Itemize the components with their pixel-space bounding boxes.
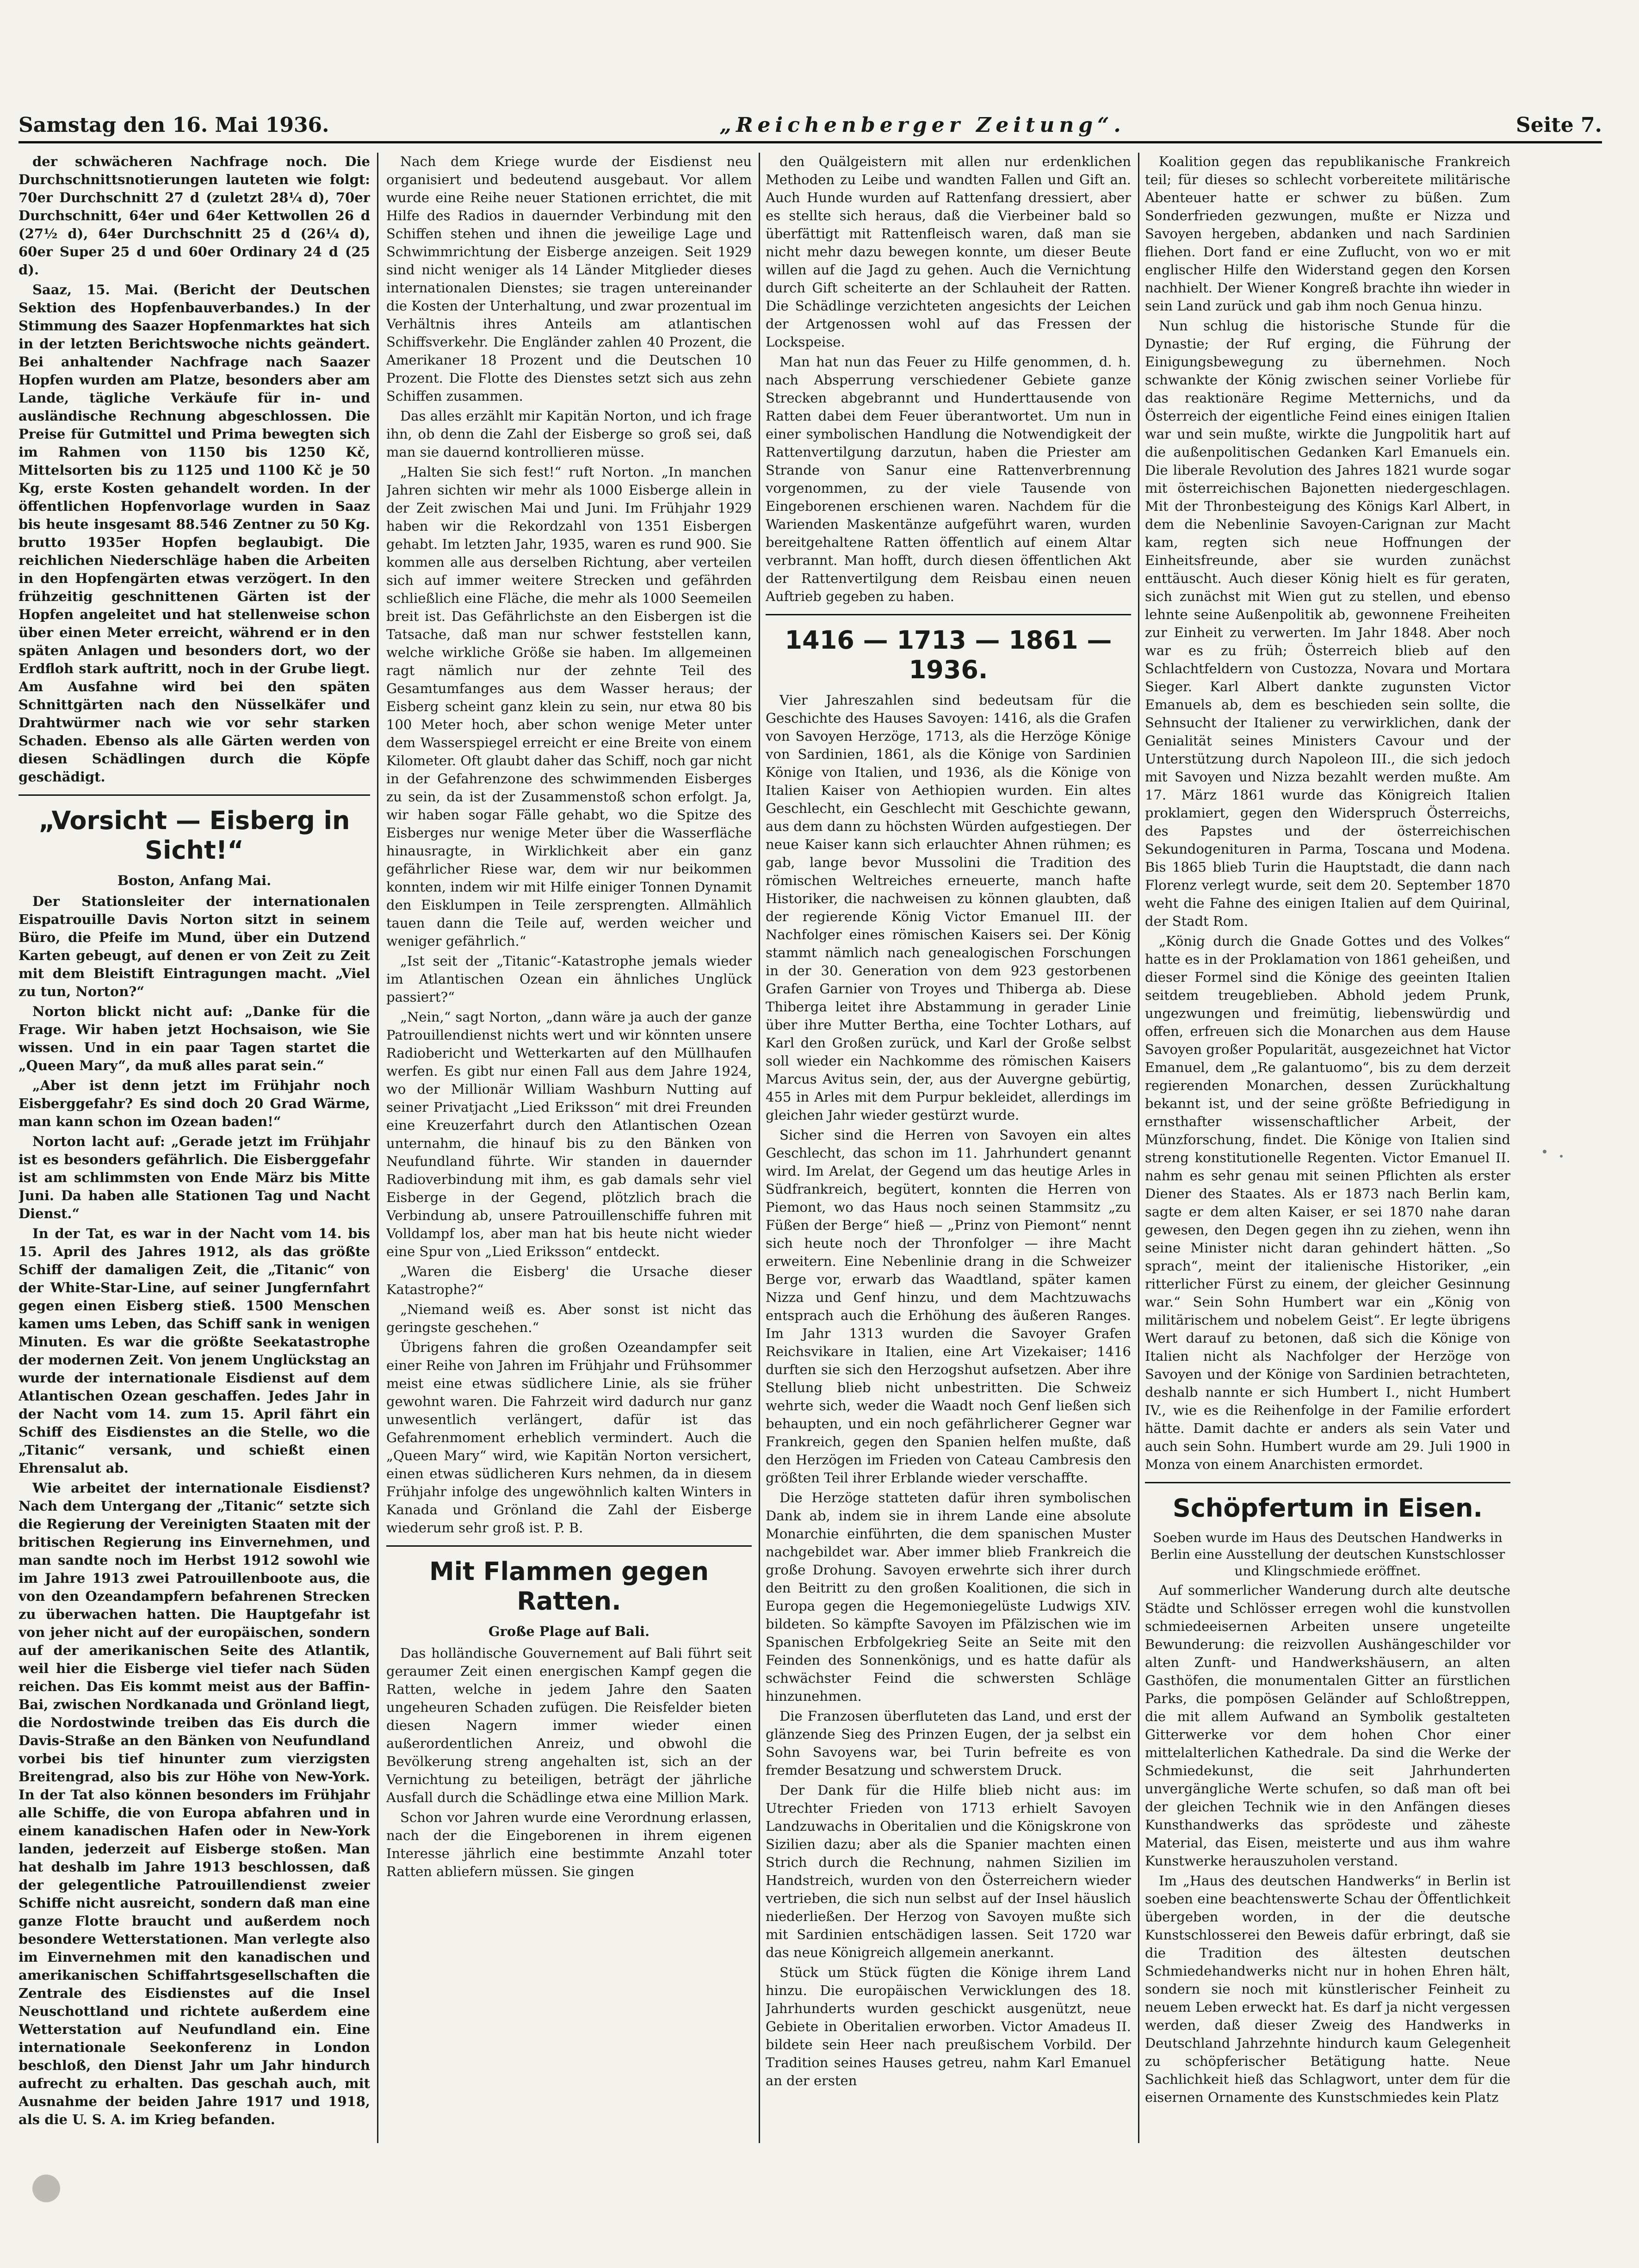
article-paragraph: In der Tat, es war in der Nacht vom 14. bis 15. April des Jahres 1912, als das größte Schiff der damaligen Zeit, die „Titanic“ von der White-Star-Line, auf seiner Jungfernfahrt gegen einen Eisberg stieß. 1500 Menschen kamen ums Leben, das Schiff sank in wenigen Minuten. Es war die größte Seekatastrophe der modernen Zeit. Von jenem Unglückstag an wurde der internationale Eisdienst auf dem Atlantischen Ozean geschaffen. Jedes Jahr in der Nacht vom 14. zum 15. April fährt ein Schiff des Eisdienstes an die Stelle, wo die „Titanic“ versank, und schießt einen Ehrensalut ab.	[19, 1226, 370, 1476]
article-paragraph: „König durch die Gnade Gottes und des Volkes“ hatte es in der Proklamation von 1861 geheißen, und dieser Formel sind die Könige des geeinten Italien seitdem treugeblieben. Abhold jedem Prunk, ungezwungen und freimütig, liebenswürdig und offen, erfreuen sich die Monarchen aus dem Hause Savoyen großer Popularität, ausgezeichnet hat Victor Emanuel, dem „Re galantuomo“, bis zu dem derzeit regierenden Monarchen, dessen Zurückhaltung bekannt ist, und der seine größte Befriedigung in ernsthafter wissenschaftlicher Arbeit, der Münzforschung, findet. Die Könige von Italien sind streng konstitutionelle Regenten. Victor Emanuel II. nahm es sehr genau mit seinen Pflichten als erster Diener des Staates. Als er 1873 nach Berlin kam, sagte er dem alten Kaiser, er sei 1870 nahe daran gewesen, den Degen gegen ihn zu ziehen, wenn ihn seine Minister nicht daran gehindert hätten. „So sprach“, meint der italienische Historiker, „ein ritterlicher Fürst zu einem, der gleicher Gesinnung war.“ Sein Sohn Humbert war ein „König von militärischem und nobelem Geist“. Er legte übrigens Wert darauf zu betonen, daß sich die Könige von Italien nicht als Nachfolger der Herzöge von Savoyen und der Könige von Sardinien betrachteten, deshalb nannte er sich Humbert I., nicht Humbert IV., wie es die Reihenfolge in der Familie erfordert hätte. Damit dachte er anders als sein Vater und auch sein Sohn. Humbert wurde am 29. Juli 1900 in Monza von einem Anarchisten ermordet.	[1145, 933, 1510, 1472]
hops-report-text: Saaz, 15. Mai. (Bericht der Deutschen Sektion des Hopfenbauverbandes.) In der Stimmung des Saazer Hopfenmarktes hat sich in der letzten Berichtswoche nichts geändert. Bei anhaltender Nachfrage nach Saazer Hopfen wurden am Platze, besonders aber am Lande, tägliche Verkäufe für in- und ausländische Rechnung abgeschlossen. Die Preise für Gutmittel und Prima bewegten sich im Rahmen von 1150 bis 1250 Kč, Mittelsorten bis zu 1125 und 1100 Kč je 50 Kg, erste Kosten gehandelt worden. In der öffentlichen Hopfenvorlage wurden in Saaz bis heute insgesamt 88.546 Zentner zu 50 Kg. brutto 1935er Hopfen beglaubigt. Die reichlichen Niederschläge haben die Arbeiten in den Hopfengärten etwas verzögert. In den frühzeitig geschnittenen Gärten ist der Hopfen angeleitet und hat stellenweise schon über einen Meter erreicht, während er in den späten Anlagen und besonders dort, wo der Erdfloh stark auftritt, noch in der Grube liegt. Am Ausfahne wird bei den späten Schnittgärten nach den Nüsselkäfer und Drahtwürmer nach wie vor sehr starken Schaden. Ebenso als alle Gärten werden von diesen Schädlingen durch die Köpfe geschädigt.	[19, 282, 370, 785]
article-lead: Soeben wurde im Haus des Deutschen Handwerks in Berlin eine Ausstellung der deutschen Kunstschlosser und Klingschmiede eröffnet.	[1150, 1530, 1505, 1579]
page-number: Seite 7.	[1515, 113, 1602, 137]
article-paragraph: Die Herzöge statteten dafür ihren symbolischen Dank ab, indem sie in ihrem Lande eine absolute Monarchie einführten, die dem spanischen Muster nachgebildet war. Aber immer blieb Frankreich die große Drohung. Savoyen erwehrte sich ihrer durch den Beitritt zu den großen Koalitionen, die sich in Europa gegen die Hegemoniegelüste Ludwigs XIV. bildeten. So kämpfte Savoyen im Pfälzischen wie im Spanischen Erbfolgekrieg Seite an Seite mit den Feinden des Sonnenkönigs, und es hatte dafür als schwächster Feind die schwersten Schläge hinzunehmen.	[766, 1490, 1131, 1704]
article-paragraph: „Nein,“ sagt Norton, „dann wäre ja auch der ganze Patrouillendienst nichts wert und wir könnten unsere Radiobericht und Wetterkarten auf den Müllhaufen werfen. Es gibt nur einen Fall aus dem Jahre 1924, wo der Millionär William Washburn Nutting auf seiner Privatjacht „Lied Eriksson“ mit drei Freunden eine Kreuzerfahrt durch den Atlantischen Ozean unternahm, die hinauf bis zu den Bänken von Neufundland führte. Wir standen in dauernder Radioverbindung mit ihm, es gab damals sehr viel Eisberge in der Gegend, plötzlich brach die Verbindung ab, unsere Patrouillenschiffe fuhren mit Volldampf los, aber man hat bis heute nicht wieder eine Spur von „Lied Eriksson“ entdeckt.	[386, 1009, 752, 1259]
article-paragraph: Koalition gegen das republikanische Frankreich teil; für dieses so schlecht vorbereitete militärische Abenteuer hatte er schwer zu büßen. Zum Sonderfrieden gezwungen, mußte er Nizza und Savoyen hergeben, abdanken und nach Sardinien fliehen. Dort fand er eine Zuflucht, von wo er mit englischer Hilfe den Widerstand gegen den Korsen nachhielt. Der Wiener Kongreß brachte ihn wieder in sein Land zurück und gab ihm noch Genua hinzu.	[1145, 154, 1510, 314]
column-2	[386, 153, 752, 2143]
article-paragraph: Im „Haus des deutschen Handwerks“ in Berlin ist soeben eine beachtenswerte Schau der Öffentlichkeit übergeben worden, in der die deutsche Kunstschlosserei den Beweis dafür erbringt, daß sie die Tradition des ältesten deutschen Schmiedehandwerks nicht nur in hohen Ehren hält, sondern sie noch mit künstlerischer Feinheit zu neuem Leben erweckt hat. Es darf ja nicht vergessen werden, daß dieser Zweig des Handwerks in Deutschland Jahrzehnte hindurch kaum Gelegenheit zu schöpferischer Betätigung hatte. Neue Sachlichkeit hieß das Schlagwort, unter dem für die eisernen Ornamente des Kunstschmiedes kein Platz	[1145, 1873, 1510, 2105]
article-paragraph: Norton blickt nicht auf: „Danke für die Frage. Wir haben jetzt Hochsaison, wie Sie wissen. Und in ein paar Tagen startet die „Queen Mary“, da muß alles parat sein.“	[19, 1004, 370, 1073]
article-divider	[19, 794, 370, 796]
punch-hole-mark	[32, 2175, 60, 2202]
article-subtitle: Große Plage auf Bali.	[488, 1624, 650, 1639]
article-paragraph: „Ist seit der „Titanic“-Katastrophe jemals wieder im Atlantischen Ozean ein ähnliches Unglück passiert?“	[386, 953, 752, 1005]
article-paragraph: „Halten Sie sich fest!“ ruft Norton. „In manchen Jahren sichten wir mehr als 1000 Eisberge allein in der Zeit zwischen Mai und Juni. Im Frühjahr 1929 haben wir die Rekordzahl von 1351 Eisbergen gehabt. Im letzten Jahr, 1935, waren es rund 900. Sie kommen alle aus derselben Richtung, aber verteilen sich auf immer weitere Strecken und gefährden schließlich eine Fläche, die mehr als 1000 Seemeilen breit ist. Das Gefährlichste an den Eisbergen ist die Tatsache, daß man nur schwer feststellen kann, welche wirkliche Größe sie haben. Im allgemeinen ragt nämlich nur der zehnte Teil des Gesamtumfanges aus dem Wasser heraus; der Eisberg scheint ganz klein zu sein, nur etwa 80 bis 100 Meter hoch, aber schon wenige Meter unter dem Wasserspiegel erreicht er eine Breite von einem Kilometer. Oft glaubt daher das Schiff, noch gar nicht in der Gefahrenzone des schwimmenden Eisberges zu sein, da ist der Zusammenstoß schon erfolgt. Ja, wir haben sogar Fälle gehabt, wo die Spitze des Eisberges nur wenige Meter über die Wasserfläche hinausragte, in Wirklichkeit aber ein ganz gefährlicher Riese war, dem wir nur beikommen konnten, indem wir mit Hilfe einiger Tonnen Dynamit den Eisklumpen in Teile zersprengten. Allmählich tauen dann die Teile auf, werden weicher und weniger gefährlich.“	[386, 464, 752, 949]
article-paragraph: Der Dank für die Hilfe blieb nicht aus: im Utrechter Frieden von 1713 erhielt Savoyen Landzuwachs in Oberitalien und die Königskrone von Sizilien dazu; aber als die Spanier machten einen Strich durch die Rechnung, nahmen Sizilien im Handstreich, wurden von den Österreichern wieder vertrieben, die sich nun selbst auf der Insel häuslich niederließen. Der Herzog von Savoyen mußte sich mit Sardinien entschädigen lassen. Seit 1720 war das neue Königreich allgemein anerkannt.	[766, 1782, 1131, 1960]
article-paragraph: Nun schlug die historische Stunde für die Dynastie; der Ruf erging, die Führung der Einigungsbewegung zu übernehmen. Noch schwankte der König zwischen seiner Vorliebe für das reaktionäre Regime Metternichs, und da Österreich der eigentliche Feind eines einigen Italien war und sein mußte, wirkte die Jungpolitik hart auf die außenpolitischen Gedanken Karl Emanuels ein. Die liberale Revolution des Jahres 1821 wurde sogar mit österreichischen Bajonetten niedergeschlagen. Mit der Thronbesteigung des Königs Karl Albert, in dem die Nebenlinie Savoyen-Carignan zur Macht kam, regten sich neue Hoffnungen der Einheitsfreunde, aber sie wurden zunächst enttäuscht. Auch dieser König hielt es für geraten, sich zunächst mit Wien gut zu stellen, und ebenso lehnte seine Außenpolitik ab, gewonnene Freiheiten zur Einheit zu verwerten. Im Jahr 1848. Aber noch war es zu früh; Österreich blieb auf den Schlachtfeldern von Custozza, Novara und Mortara Sieger. Karl Albert dankte zugunsten Victor Emanuels ab, dem es beschieden sein sollte, die Sehnsucht der Italiener zu verwirklichen, dank der Genialität seines Ministers Cavour und der Unterstützung durch Napoleon III., die sich jedoch mit Savoyen und Nizza bezahlt werden mußte. Am 17. März 1861 wurde das Königreich Italien proklamiert, gegen den Widerspruch Österreichs, des Papstes und der österreichischen Sekundogenituren in Parma, Toscana und Modena. Bis 1865 blieb Turin die Hauptstadt, die dann nach Florenz verlegt wurde, seit dem 20. September 1870 weht die Fahne des einigen Italien auf dem Quirinal, der Stadt Rom.	[1145, 318, 1510, 929]
hops-report-text: der schwächeren Nachfrage noch. Die Durchschnittsnotierungen lauteten wie folgt: 70er Durchschnitt 27 d (zuletzt 28¼ d), 70er Durchschnitt, 64er und 64er Kettwollen 26 d (27½ d), 64er Durchschnitt 25 d (26¼ d), 60er Super 25 d und 60er Ordinary 24 d (25 d).	[19, 154, 370, 278]
article-paragraph: Das holländische Gouvernement auf Bali führt seit geraumer Zeit einen energischen Kampf gegen die Ratten, welche in jedem Jahre den Saaten ungeheuren Schaden zufügen. Die Reisfelder bieten diesen Nagern immer wieder einen außerordentlichen Anreiz, und obwohl die Bevölkerung streng angehalten ist, sich an der Vernichtung zu beteiligen, beträgt der jährliche Ausfall durch die Schädlinge etwa eine Million Mark.	[386, 1645, 752, 1805]
article-paragraph: „Niemand weiß es. Aber sonst ist nicht das geringste geschehen.“	[386, 1301, 752, 1335]
article-paragraph: Der Stationsleiter der internationalen Eispatrouille Davis Norton sitzt in seinem Büro, die Pfeife im Mund, über ein Dutzend Karten gebeugt, auf denen er von Zeit zu Zeit mit dem Bleistift Eintragungen macht. „Viel zu tun, Norton?“	[19, 893, 370, 999]
column-3	[766, 153, 1131, 2143]
scan-speck	[1560, 1155, 1563, 1158]
column-4	[1145, 153, 1510, 2143]
article-title: Schöpfertum in Eisen.	[1172, 1493, 1483, 1523]
article-divider	[766, 614, 1131, 615]
article-divider	[1145, 1482, 1510, 1483]
article-paragraph: Man hat nun das Feuer zu Hilfe genommen, d. h. nach Absperrung verschiedener Gebiete ganze Strecken abgebrannt und Hunderttausende von Ratten dabei dem Feuer überantwortet. Um nun in einer symbolischen Handlung die Notwendigkeit der Rattenvertilgung darzutun, haben die Priester am Strande von Sanur eine Rattenverbrennung vorgenommen, zu der viele Tausende von Eingeborenen erschienen waren. Nachdem für die Warienden Maskentänze aufgeführt waren, wurden bereitgehaltene Ratten öffentlich auf einem Altar verbrannt. Man hofft, durch diesen öffentlichen Akt der Rattenvertilgung dem Reisbau einen neuen Auftrieb gegeben zu haben.	[766, 354, 1131, 604]
column-rule	[377, 153, 378, 2143]
article-paragraph: den Quälgeistern mit allen nur erdenklichen Methoden zu Leibe und wandten Fallen und Gift an. Auch Hunde wurden auf Rattenfang dressiert, aber es stellte sich heraus, daß die Vierbeiner bald so überfättigt mit Rattenfleisch waren, daß man sie nicht mehr dazu bewegen konnte, um dieser Beute willen auf die Jagd zu gehen. Auch die Vernichtung durch Gift scheiterte an der Schlauheit der Ratten. Die Schädlinge verzichteten angesichts der Leichen der Artgenossen wohl auf das Fressen der Lockspeise.	[766, 154, 1131, 350]
article-title: Mit Flammen gegen Ratten.	[429, 1557, 709, 1616]
article-title: 1416 — 1713 — 1861 — 1936.	[785, 626, 1112, 684]
article-paragraph: Vier Jahreszahlen sind bedeutsam für die Geschichte des Hauses Savoyen: 1416, als die Grafen von Savoyen Herzöge, 1713, als die Herzöge Könige von Sardinien, 1861, als die Könige von Sardinien Könige von Italien, und 1936, als die Könige von Italien Kaiser von Aethiopien wurden. Ein altes Geschlecht, ein Geschlecht mit Geschichte gewann, aus dem dann zu höchsten Würden aufgestiegen. Der neue Kaiser kann sich erlauchter Ahnen rühmen; es gab, lange bevor Mussolini die Tradition des römischen Weltreiches erneuerte, manch hafte Historiker, die nachweisen zu können glaubten, daß der regierende König Victor Emanuel III. der Nachfolger eines römischen Kaisers sei. Der König stammt nämlich nach genealogischen Forschungen in der 30. Generation von dem 923 gestorbenen Grafen Garnier von Troyes und Thiberga ab. Diese Thiberga leitet ihre Abstammung in gerader Linie über ihre Mutter Bertha, eine Tochter Lothars, auf Karl den Großen zurück, und Karl der Große selbst soll wieder ein Nachkomme des römischen Kaisers Marcus Avitus sein, der, aus der Auvergne gebürtig, 455 in Arles mit dem Purpur bekleidet, allerdings im gleichen Jahr wieder gestürzt wurde.	[766, 692, 1131, 1123]
article-paragraph: Wie arbeitet der internationale Eisdienst? Nach dem Untergang der „Titanic“ setzte sich die Regierung der Vereinigten Staaten mit der britischen Regierung ins Einvernehmen, und man sandte noch im Herbst 1912 sowohl wie im Jahre 1913 zwei Patrouillenboote aus, die von den Ozeandampfern befahrenen Strecken zu überwachen hatten. Die Hauptgefahr ist von jeher nicht auf der europäischen, sondern auf der amerikanischen Seite des Atlantik, weil hier die Eisberge viel tiefer nach Süden reichen. Das Eis kommt meist aus der Baffin-Bai, zwischen Nordkanada und Grönland liegt, die Nordostwinde treiben das Eis durch die Davis-Straße an den Bänken von Neufundland vorbei bis tief hinunter zum vierzigsten Breitengrad, also bis zur Höhe von New-York. In der Tat also können besonders im Frühjahr alle Schiffe, die von Europa abfahren und in einem kanadischen Hafen oder in New-York landen, jederzeit auf Eisberge stoßen. Man hat deshalb im Jahre 1913 beschlossen, daß der gelegentliche Patrouillendienst zweier Schiffe nicht ausreicht, sondern daß man eine ganze Flotte braucht und außerdem noch besondere Wetterstationen. Man verlegte also im Einvernehmen mit den kanadischen und amerikanischen Schiffahrtsgesellschaften die Zentrale des Eisdienstes auf die Insel Neuschottland und richtete außerdem eine Wetterstation auf Neufundland ein. Eine internationale Seekonferenz in London beschloß, den Dienst Jahr um Jahr hindurch aufrecht zu erhalten. Das geschah auch, mit Ausnahme der beiden Jahre 1917 und 1918, als die U. S. A. im Krieg befanden.	[19, 1480, 370, 2127]
column-rule	[1138, 153, 1139, 2143]
header-rule	[19, 141, 1602, 143]
article-divider	[386, 1545, 752, 1547]
article-paragraph: Schon vor Jahren wurde eine Verordnung erlassen, nach der die Eingeborenen in ihrem eigenen Interesse jährlich eine bestimmte Anzahl toter Ratten abliefern müssen. Sie gingen	[386, 1809, 752, 1879]
article-dateline: Boston, Anfang Mai.	[117, 873, 272, 888]
article-paragraph: Auf sommerlicher Wanderung durch alte deutsche Städte und Schlösser erregen wohl die kunstvollen schmiedeeisernen Arbeiten unsere ungeteilte Bewunderung: die reizvollen Aushängeschilder vor alten Zunft- und Handwerkshäusern, an alten Gasthöfen, die monumentalen Gitter an fürstlichen Parks, die pompösen Geländer auf Schloßtreppen, die mit allem Aufwand an Symbolik gestalteten Gitterwerke vor dem hohen Chor einer mittelalterlichen Kathedrale. Da sind die Werke der Schmiedekunst, die seit Jahrhunderten unvergängliche Werte schufen, so daß man oft bei der gleichen Technik wie in den Anfängen dieses Kunsthandwerks das sprödeste und zäheste Material, das Eisen, meisterte und aus ihm wahre Kunstwerke herauszuholen verstand.	[1145, 1582, 1510, 1869]
article-paragraph: „Waren die Eisberg' die Ursache dieser Katastrophe?“	[386, 1264, 752, 1297]
article-paragraph: Die Franzosen überfluteten das Land, und erst der glänzende Sieg des Prinzen Eugen, der ja selbst ein Sohn Savoyens war, bei Turin befreite es von fremder Besatzung und schwerstem Druck.	[766, 1708, 1131, 1778]
article-paragraph: Übrigens fahren die großen Ozeandampfer seit einer Reihe von Jahren im Frühjahr und Frühsommer meist eine etwas südlichere Linie, als sie früher gewohnt waren. Die Fahrzeit wird dadurch nur ganz unwesentlich verlängert, dafür ist das Gefahrenmoment erheblich vermindert. Auch die „Queen Mary“ wird, wie Kapitän Norton versichert, einen etwas südlicheren Kurs nehmen, da in diesem Frühjahr infolge des ungewöhnlich kalten Winters in Kanada und Grönland die Zahl der Eisberge wiederum sehr groß ist. P. B.	[386, 1339, 752, 1536]
article-title: „Vorsicht — Eisberg in Sicht!“	[38, 806, 350, 865]
article-paragraph: Sicher sind die Herren von Savoyen ein altes Geschlecht, das schon im 11. Jahrhundert genannt wird. Im Arelat, der Gegend um das heutige Arles in Südfrankreich, begütert, konnten die Herren von Piemont, wo das Haus noch seinen Stammsitz „zu Füßen der Berge“ hieß — „Prinz von Piemont“ nennt sich heute noch der Thronfolger — ihre Macht erweitern. Eine Nebenlinie drang in die Schweizer Berge vor, erwarb das Waadtland, später kamen Nizza und Genf hinzu, und dem Machtzuwachs entsprach auch die Erhöhung des äußeren Ranges. Im Jahr 1313 wurden die Savoyer Grafen Reichsvikare in Italien, eine Art Vizekaiser; 1416 durften sie sich den Herzogshut aufsetzen. Aber ihre Stellung blieb nicht unbestritten. Die Schweiz wehrte sich, weder die Waadt noch Genf ließen sich behaupten, und ein noch gefährlicherer Gegner war Frankreich, gegen den Spanien helfen mußte, daß den Herzögen im Frieden von Cateau Cambresis den größten Teil ihrer Erblande wieder verschaffte.	[766, 1127, 1131, 1486]
newspaper-name: „Reichenberger Zeitung“.	[719, 113, 1126, 137]
page-header	[19, 109, 1602, 141]
column-rule	[759, 153, 760, 2143]
issue-date: Samstag den 16. Mai 1936.	[19, 113, 329, 137]
article-paragraph: Nach dem Kriege wurde der Eisdienst neu organisiert und bedeutend ausgebaut. Vor allem wurde eine Reihe neuer Stationen errichtet, die mit Hilfe des Radios in dauernder Verbindung mit den Schiffen stehen und ihnen die jeweilige Lage und Schwimmrichtung der Eisberge anzeigen. Seit 1929 sind nicht weniger als 14 Länder Mitglieder dieses internationalen Dienstes; sie tragen untereinander die Kosten der Unterhaltung, und zwar prozentual im Verhältnis ihres Anteils am atlantischen Schiffsverkehr. Die Engländer zahlen 40 Prozent, die Amerikaner 18 Prozent und die Deutschen 10 Prozent. Die Flotte des Dienstes setzt sich aus zehn Schiffen zusammen.	[386, 154, 752, 404]
column-1	[19, 153, 370, 2143]
article-paragraph: Norton lacht auf: „Gerade jetzt im Frühjahr ist es besonders gefährlich. Die Eisberggefahr ist am schlimmsten von Ende März bis Mitte Juni. Da haben alle Stationen Tag und Nacht Dienst.“	[19, 1134, 370, 1221]
article-paragraph: Stück um Stück fügten die Könige ihrem Land hinzu. Die europäischen Verwicklungen des 18. Jahrhunderts wurden geschickt ausgenützt, neue Gebiete in Oberitalien erworben. Victor Amadeus II. bildete sein Heer nach preußischem Vorbild. Der Tradition seines Hauses getreu, nahm Karl Emanuel an der ersten	[766, 1964, 1131, 2088]
scan-speck	[1543, 1150, 1546, 1153]
article-paragraph: „Aber ist denn jetzt im Frühjahr noch Eisberggefahr? Es sind doch 20 Grad Wärme, man kann schon im Ozean baden!“	[19, 1078, 370, 1129]
article-paragraph: Das alles erzählt mir Kapitän Norton, und ich frage ihn, ob denn die Zahl der Eisberge so groß sei, daß man sie dauernd kontrollieren müsse.	[386, 408, 752, 460]
